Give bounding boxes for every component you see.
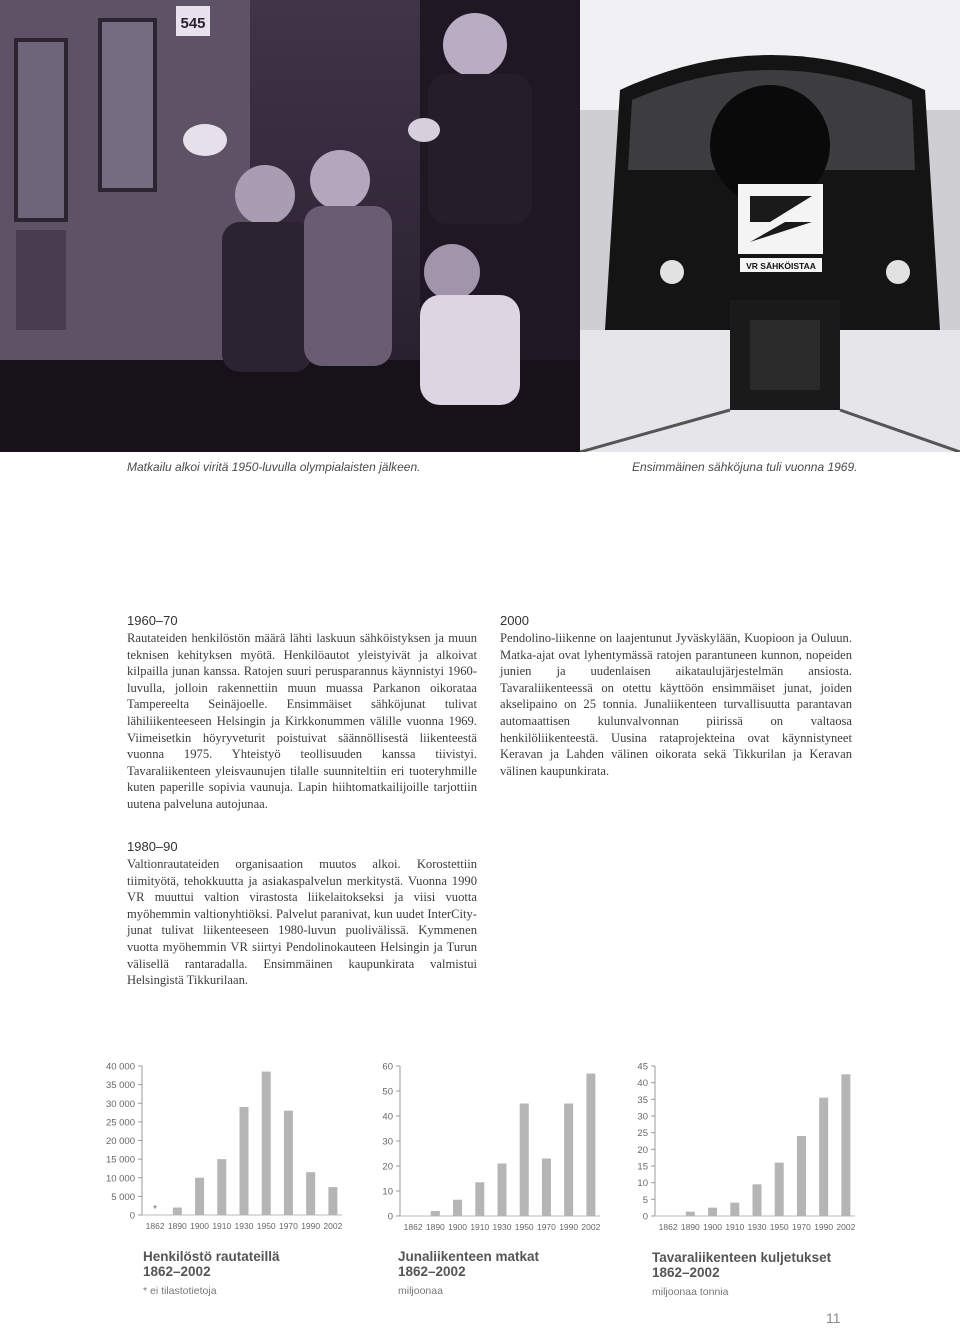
y-tick-label: 35 000	[105, 1080, 135, 1092]
section-2000	[500, 613, 852, 779]
chart-personnel-svg	[95, 1058, 355, 1238]
y-tick-label: 0	[387, 1211, 393, 1223]
y-tick-label: 40 000	[105, 1061, 135, 1073]
bar-1930	[753, 1184, 762, 1216]
y-tick-label: 20	[637, 1144, 648, 1156]
bar-1970	[797, 1136, 806, 1216]
y-tick-label: 25 000	[105, 1117, 135, 1129]
bar-1890	[431, 1211, 440, 1216]
x-tick-label: 1990	[814, 1222, 834, 1232]
x-tick-label: 1890	[680, 1222, 700, 1232]
bar-1950	[262, 1072, 271, 1215]
x-tick-label: 1862	[658, 1222, 678, 1232]
x-tick-label: 2002	[581, 1222, 601, 1232]
y-tick-label: 5 000	[111, 1191, 135, 1203]
section-body: Rautateiden henkilöstön määrä lähti laskuun sähköistyksen ja muun teknisen kehityksen myötä. Henkilöautot yleistyivät ja alkoivat kilpailla junan kanssa. Ratojen suuri perusparannus käynnistyi 1960-luvulla, jolloin rakennettiin muun muassa Parkanon oikorataa Tampereelta Seinäjoelle. Ensimmäiset sähköjunat tulivat lähiliikenteeseen Helsingin ja Kirkkonummen välille vuonna 1969. Viimeisetkin höyryveturit poistuivat säännöllisestä liikenteestä vuonna 1975. Yhteistyö teollisuuden kanssa tiivistyi. Tavaraliikenteen yleisvaunujen tilalle suunniteltiin eri tuoteryhmille kuten paperille sopivia vaunuja. Lapin hiihtomatkailijoille tarjottiin uutena palveluna autojunaa.	[127, 631, 477, 811]
photo-electric-train-image	[580, 0, 960, 452]
section-body: Valtionrautateiden organisaation muutos alkoi. Korostettiin tiimityötä, tehokkuutta ja asiakaspalvelun merkitystä. Vuonna 1990 VR muuttui valtion virastosta liikelaitokseksi ja viisi vuotta myöhemmin valtionyhtiöksi. Palvelut paranivat, kun uudet InterCity-junat tulivat liikenteeseen 1980-luvun puolivälissä. Kymmenen vuotta myöhemmin VR siirtyi Pendolinokauteen Helsingin ja Turun välisellä rantaradalla. Ensimmäinen kaupunkirata valmistui Helsingistä Tikkurilaan.	[127, 857, 477, 988]
x-tick-label: 1862	[403, 1222, 423, 1232]
bar-1900	[708, 1208, 717, 1216]
y-tick-label: 45	[637, 1061, 648, 1073]
x-tick-label: 1900	[190, 1221, 210, 1231]
chart-passenger-journeys-title	[398, 1249, 539, 1279]
chart-freight-transport-svg	[610, 1058, 870, 1238]
section-1960-70	[127, 613, 477, 813]
x-tick-label: 1930	[492, 1222, 512, 1232]
y-tick-label: 40	[382, 1111, 393, 1123]
section-title: 1980–90	[127, 839, 178, 854]
bar-1900	[195, 1178, 204, 1215]
y-tick-label: 30	[382, 1136, 393, 1148]
page-number: 11	[826, 1310, 841, 1326]
bar-1910	[217, 1159, 226, 1215]
x-tick-label: 2002	[323, 1221, 343, 1231]
bar-1950	[775, 1163, 784, 1216]
bar-1930	[498, 1164, 507, 1217]
x-tick-label: 1970	[791, 1222, 811, 1232]
right-photo-caption: Ensimmäinen sähköjuna tuli vuonna 1969.	[632, 460, 858, 474]
y-tick-label: 10	[637, 1178, 648, 1190]
x-tick-label: 1890	[167, 1221, 187, 1231]
chart-personnel	[95, 1058, 355, 1243]
x-tick-label: 1900	[703, 1222, 723, 1232]
chart-freight-transport-unit: miljoonaa tonnia	[652, 1286, 729, 1298]
y-tick-label: 0	[642, 1211, 648, 1223]
x-tick-label: 1930	[747, 1222, 767, 1232]
photo-travellers-image	[0, 0, 580, 452]
photo-travellers	[0, 0, 580, 452]
chart-title-years: 1862–2002	[652, 1265, 720, 1280]
chart-personnel-note: * ei tilastotietoja	[143, 1285, 217, 1297]
bar-2002	[586, 1074, 595, 1217]
chart-passenger-journeys-unit: miljoonaa	[398, 1285, 443, 1297]
y-tick-label: 0	[129, 1210, 135, 1222]
x-tick-label: 1950	[256, 1221, 276, 1231]
section-1980-90	[127, 839, 477, 989]
bar-1910	[730, 1203, 739, 1216]
chart-personnel-title	[143, 1249, 280, 1279]
y-tick-label: 10	[382, 1186, 393, 1198]
x-tick-label: 1900	[448, 1222, 468, 1232]
chart-freight-transport-title	[652, 1250, 831, 1280]
bar-1970	[542, 1159, 551, 1217]
bar-2002	[841, 1074, 850, 1216]
bar-1890	[173, 1208, 182, 1215]
chart-passenger-journeys-svg	[355, 1058, 615, 1238]
x-tick-label: 1970	[536, 1222, 556, 1232]
loco-sign: VR SÄHKÖISTAA	[746, 261, 816, 271]
y-tick-label: 20	[382, 1161, 393, 1173]
y-tick-label: 5	[642, 1194, 648, 1206]
chart-freight-transport	[610, 1058, 870, 1243]
bar-1990	[819, 1098, 828, 1216]
y-tick-label: 15	[637, 1161, 648, 1173]
bar-2002	[328, 1187, 337, 1215]
x-tick-label: 1990	[301, 1221, 321, 1231]
x-tick-label: 1862	[145, 1221, 165, 1231]
chart-title-years: 1862–2002	[398, 1264, 466, 1279]
x-tick-label: 1890	[425, 1222, 445, 1232]
y-tick-label: 20 000	[105, 1136, 135, 1147]
bar-1900	[453, 1200, 462, 1216]
x-tick-label: 1950	[514, 1222, 534, 1232]
x-tick-label: 1910	[212, 1221, 232, 1231]
left-photo-caption: Matkailu alkoi viritä 1950-luvulla olympialaisten jälkeen.	[127, 460, 421, 474]
bar-1950	[520, 1104, 529, 1217]
section-title: 2000	[500, 613, 529, 628]
y-tick-label: 50	[382, 1086, 393, 1098]
y-tick-label: 40	[637, 1078, 648, 1090]
y-tick-label: 25	[637, 1128, 648, 1140]
bar-1970	[284, 1111, 293, 1215]
y-tick-label: 35	[637, 1094, 648, 1106]
chart-title-line: Henkilöstö rautateillä	[143, 1249, 280, 1264]
bar-1930	[240, 1107, 249, 1215]
x-tick-label: 1910	[725, 1222, 745, 1232]
bar-1910	[475, 1182, 484, 1216]
bar-1990	[306, 1172, 315, 1215]
x-tick-label: 1930	[234, 1221, 254, 1231]
wagon-number: 545	[180, 15, 206, 32]
x-tick-label: 1970	[278, 1221, 298, 1231]
section-title: 1960–70	[127, 613, 178, 628]
section-body: Pendolino-liikenne on laajentunut Jyväskylään, Kuopioon ja Ouluun. Matka-ajat ovat lyhentymässä ratojen parantuneen kunnon, nopeiden junien ja uudenlaisen aikataulujärjestelmän ansiosta. Tavaraliikenteessä on otettu käyttöön ensimmäiset junat, joiden akselipaino on 25 tonnia. Junaliikenteen turvallisuutta parantavan automaattisen kulunvalvonnan piirissä on valtaosa henkilöliikenteestä. Uusina rataprojekteina ovat käynnistyneet Keravan ja Lahden välinen oikorata sekä Tikkurilan ja Keravan välinen kaupunkirata.	[500, 631, 852, 778]
y-tick-label: 30 000	[105, 1098, 135, 1110]
x-tick-label: 2002	[836, 1222, 856, 1232]
bar-1990	[564, 1104, 573, 1217]
chart-title-line: Tavaraliikenteen kuljetukset	[652, 1250, 832, 1265]
chart-passenger-journeys	[355, 1058, 615, 1243]
bar-1890	[686, 1212, 695, 1216]
chart-title-years: 1862–2002	[143, 1264, 211, 1279]
annotation-marker: *	[153, 1204, 158, 1215]
x-tick-label: 1990	[559, 1222, 579, 1232]
x-tick-label: 1910	[470, 1222, 490, 1232]
x-tick-label: 1950	[769, 1222, 789, 1232]
chart-title-line: Junaliikenteen matkat	[398, 1249, 540, 1264]
photo-electric-train	[580, 0, 960, 452]
y-tick-label: 15 000	[105, 1154, 135, 1166]
y-tick-label: 10 000	[105, 1173, 135, 1185]
y-tick-label: 60	[382, 1061, 393, 1073]
y-tick-label: 30	[637, 1111, 648, 1123]
